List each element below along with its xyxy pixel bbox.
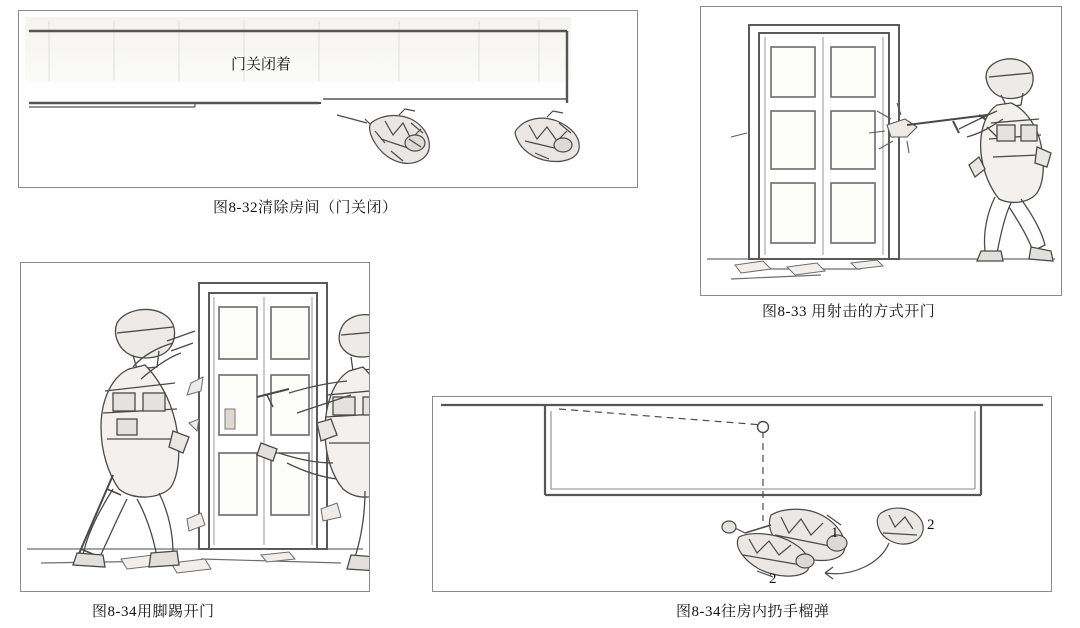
figure-8-33-caption: 图8-33 用射击的方式开门 bbox=[762, 304, 936, 320]
figure-8-34b-caption: 图8-34往房内扔手榴弹 bbox=[676, 604, 830, 620]
figure-8-34b-marker-2a: 2 bbox=[769, 571, 777, 587]
figure-8-33-drawing bbox=[701, 7, 1061, 295]
figure-8-32-caption: 图8-32清除房间（门关闭） bbox=[213, 200, 398, 216]
figure-8-34a-drawing bbox=[21, 263, 369, 591]
grenade-marker-icon bbox=[758, 422, 769, 433]
figure-8-32-inner-label: 门关闭着 bbox=[231, 57, 292, 73]
figure-8-34b-drawing bbox=[433, 397, 1051, 591]
figure-8-34a-caption: 图8-34用脚踢开门 bbox=[92, 604, 215, 620]
figure-8-33-image bbox=[700, 6, 1062, 296]
figure-8-34b-marker-1: 1 bbox=[831, 525, 839, 541]
figure-8-34b-image bbox=[432, 396, 1052, 592]
figure-8-32-drawing bbox=[19, 11, 637, 187]
figure-8-32-image bbox=[18, 10, 638, 188]
figure-8-34b-marker-2b: 2 bbox=[927, 517, 935, 533]
figure-8-34a-image bbox=[20, 262, 370, 592]
